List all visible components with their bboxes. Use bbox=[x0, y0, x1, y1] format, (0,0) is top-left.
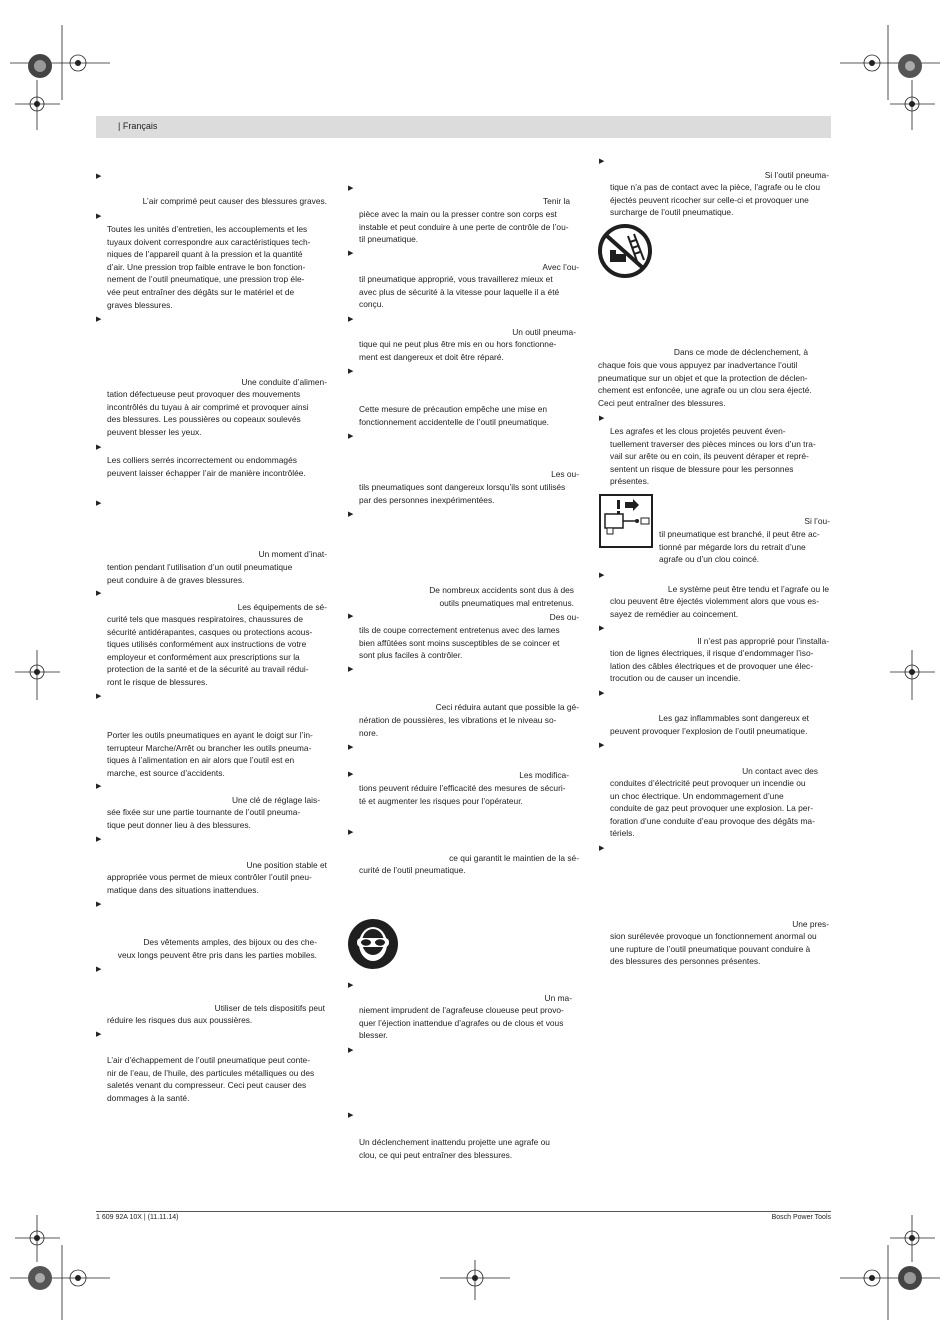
paragraph: Tenir la bbox=[543, 196, 570, 206]
header-language: | Français bbox=[118, 121, 158, 131]
bullet-icon: ▶ bbox=[96, 901, 102, 908]
paragraph: curité de l’outil pneumatique. bbox=[359, 865, 466, 875]
paragraph: Les équipements de sé- bbox=[237, 602, 327, 612]
bullet-icon: ▶ bbox=[96, 836, 102, 843]
paragraph: tique qui ne peut plus être mis en ou hors fonctionne- ment est dangereux et doit être réparé. bbox=[359, 339, 557, 362]
paragraph: Des vêtements amples, des bijoux ou des che- veux longs peuvent être pris dans les parties mobiles. bbox=[117, 937, 317, 960]
paragraph: nération de poussières, les vibrations et le niveau so- nore. bbox=[359, 715, 557, 738]
paragraph: pièce avec la main ou la presser contre son corps est instable et peut conduire à une perte de contrôle de l’ou- til pneumatique. bbox=[359, 209, 569, 245]
paragraph: ce qui garantit le maintien de la sé- bbox=[449, 853, 579, 863]
paragraph: Un outil pneuma- bbox=[512, 327, 576, 337]
bullet-icon: ▶ bbox=[348, 982, 354, 989]
paragraph: peuvent provoquer l’explosion de l’outil pneumatique. bbox=[610, 726, 808, 736]
paragraph: L’air comprimé peut causer des blessures graves. bbox=[142, 196, 327, 206]
bullet-icon: ▶ bbox=[96, 173, 102, 180]
bullet-icon: ▶ bbox=[96, 590, 102, 597]
bullet-icon: ▶ bbox=[599, 415, 605, 422]
bullet-icon: ▶ bbox=[348, 829, 354, 836]
bullet-icon: ▶ bbox=[599, 158, 605, 165]
bullet-icon: ▶ bbox=[348, 433, 354, 440]
bullet-icon: ▶ bbox=[599, 742, 605, 749]
paragraph: Une conduite d’alimen- bbox=[241, 377, 327, 387]
paragraph: Les gaz inflammables sont dangereux et bbox=[658, 713, 809, 723]
bullet-icon: ▶ bbox=[599, 690, 605, 697]
bullet-icon: ▶ bbox=[348, 185, 354, 192]
paragraph: Cette mesure de précaution empêche une mise en fonctionnement accidentelle de l’outil pneumatique. bbox=[359, 404, 549, 427]
paragraph: Un déclenchement inattendu projette une agrafe ou clou, ce qui peut entraîner des blessures. bbox=[359, 1137, 550, 1160]
bullet-icon: ▶ bbox=[348, 511, 354, 518]
bullet-icon: ▶ bbox=[348, 744, 354, 751]
bullet-icon: ▶ bbox=[96, 444, 102, 451]
no-ladder-sign-icon bbox=[598, 224, 652, 278]
paragraph: niement imprudent de l’agrafeuse cloueuse peut provo- quer l’éjection inattendue d’agrafes ou de clous et vous blesser. bbox=[359, 1005, 564, 1041]
footer-brand: Bosch Power Tools bbox=[771, 1214, 831, 1221]
paragraph: Avec l’ou- bbox=[542, 262, 579, 272]
paragraph: réduire les risques dus aux poussières. bbox=[107, 1015, 253, 1025]
paragraph: tils de coupe correctement entretenus avec des lames bien affûtées sont moins susceptibles de se coincer et sont plus faciles à contrôler. bbox=[359, 625, 560, 661]
header-bar bbox=[96, 116, 831, 138]
paragraph: Un contact avec des bbox=[742, 766, 818, 776]
footer-reference: 1 609 92A 10X | (11.11.14) bbox=[96, 1214, 179, 1221]
bullet-icon: ▶ bbox=[96, 213, 102, 220]
paragraph: tique n’a pas de contact avec la pièce, l’agrafe ou le clou éjectés peuvent ricocher sur celle-ci et provoquer une surcharge de l’outil pneumatique. bbox=[610, 182, 820, 218]
paragraph: tention pendant l’utilisation d’un outil pneumatique peut conduire à de graves blessures. bbox=[107, 562, 293, 585]
paragraph: curité tels que masques respiratoires, chaussures de sécurité antidérapantes, casques ou protections acous- tiques utilisés conformément aux instructions de votre employeur et conformément aux prescriptions sur la protection de la santé et de la sécurité au travail rédui- ront le risque de blessures. bbox=[107, 614, 313, 687]
paragraph: Les agrafes et les clous projetés peuvent éven- tuellement traverser des pièces minces ou lors d’un tra- vail sur arête ou en coin, ils peuvent déraper et repré- sentent un risque de blessure pour les personnes présentes. bbox=[610, 426, 816, 487]
paragraph: tation défectueuse peut provoquer des mouvements incontrôlés du tuyau à air comprimé et provoquer ainsi des blessures. Les poussières ou copeaux soulevés peuvent blesser les yeux. bbox=[107, 389, 309, 437]
footer-divider bbox=[96, 1211, 831, 1212]
paragraph: tion de lignes électriques, il risque d’endommager l’iso- lation des câbles électriques et de provoquer une élec- trocution ou de causer un incendie. bbox=[610, 648, 814, 684]
paragraph: Les colliers serrés incorrectement ou endommagés peuvent laisser échapper l’air de manière incontrôlée. bbox=[107, 455, 306, 478]
paragraph: Dans ce mode de déclenchement, à bbox=[673, 347, 808, 357]
bullet-icon: ▶ bbox=[348, 771, 354, 778]
bullet-icon: ▶ bbox=[348, 1112, 354, 1119]
paragraph: chaque fois que vous appuyez par inadvertance l’outil pneumatique sur un objet et que la protection de déclen- chement est enfoncée, une agrafe ou un clou sera éjecté. Ceci peut entraîner des blessures. bbox=[598, 360, 812, 408]
paragraph: Un moment d’inat- bbox=[258, 549, 327, 559]
bullet-icon: ▶ bbox=[96, 500, 102, 507]
bullet-icon: ▶ bbox=[599, 845, 605, 852]
bullet-icon: ▶ bbox=[96, 966, 102, 973]
paragraph: Une pres- bbox=[792, 919, 829, 929]
paragraph: Utiliser de tels dispositifs peut bbox=[214, 1003, 325, 1013]
bullet-icon: ▶ bbox=[348, 1047, 354, 1054]
paragraph: L’air d’échappement de l’outil pneumatique peut conte- nir de l’eau, de l’huile, des particules métalliques ou des saletés venant du compresseur. Ceci peut causer des dommages à la santé. bbox=[107, 1055, 315, 1103]
bullet-icon: ▶ bbox=[348, 613, 354, 620]
paragraph: sion surélevée provoque un fonctionnement anormal ou une rupture de l’outil pneumatique pouvant conduire à des blessures des personnes présentes. bbox=[610, 931, 817, 967]
paragraph: De nombreux accidents sont dus à des outils pneumatiques mal entretenus. bbox=[429, 585, 574, 608]
paragraph: Une position stable et bbox=[246, 860, 327, 870]
bullet-icon: ▶ bbox=[96, 783, 102, 790]
bullet-icon: ▶ bbox=[96, 693, 102, 700]
paragraph: Des ou- bbox=[549, 612, 579, 622]
safety-goggles-icon bbox=[347, 918, 399, 970]
paragraph: til pneumatique est branché, il peut être ac- tionné par mégarde lors du retrait d’une agrafe ou d’un clou coincé. bbox=[659, 529, 820, 565]
paragraph: conduites d’électricité peut provoquer un incendie ou un choc électrique. Un endommagement d’une conduite de gaz peut provoquer une explosion. La per- foration d’une conduite d’eau provoque des dégâts ma- tériels. bbox=[610, 778, 815, 839]
bullet-icon: ▶ bbox=[96, 316, 102, 323]
paragraph: Ceci réduira autant que possible la gé- bbox=[435, 702, 579, 712]
paragraph: Si l’outil pneuma- bbox=[764, 170, 829, 180]
paragraph: Toutes les unités d’entretien, les accouplements et les tuyaux doivent correspondre aux caractéristiques tech- niques de l’appareil quant à la pression et la quantité d’air. Une pression trop faible entrave le bon fonction- nement de l’outil pneumatique, une pression trop éle- vée peut entraîner des dégâts sur le matériel et de graves blessures. bbox=[107, 224, 311, 310]
paragraph: Le système peut être tendu et l’agrafe ou le bbox=[667, 584, 829, 594]
paragraph: sée fixée sur une partie tournante de l’outil pneuma- tique peut donner lieu à des blessures. bbox=[107, 807, 301, 830]
paragraph: appropriée vous permet de mieux contrôler l’outil pneu- matique dans des situations inattendues. bbox=[107, 872, 312, 895]
paragraph: Les ou- bbox=[551, 469, 579, 479]
bullet-icon: ▶ bbox=[599, 572, 605, 579]
bullet-icon: ▶ bbox=[599, 625, 605, 632]
paragraph: clou peuvent être éjectés violemment alors que vous es- sayez de remédier au coincement. bbox=[610, 596, 820, 619]
paragraph: Les modifica- bbox=[519, 770, 569, 780]
paragraph: til pneumatique approprié, vous travaillerez mieux et avec plus de sécurité à la vitesse pour laquelle il a été conçu. bbox=[359, 274, 560, 310]
paragraph: tions peuvent réduire l’efficacité des mesures de sécuri- té et augmenter les risques pour l’opérateur. bbox=[359, 783, 566, 806]
paragraph: Si l’ou- bbox=[804, 516, 830, 526]
bullet-icon: ▶ bbox=[348, 368, 354, 375]
paragraph: Porter les outils pneumatiques en ayant le doigt sur l’in- terrupteur Marche/Arrêt ou brancher les outils pneuma- tiques à l’alimentation en air alors que l’outil est en marche, est source d’accidents. bbox=[107, 730, 313, 778]
paragraph: Une clé de réglage lais- bbox=[232, 795, 320, 805]
bullet-icon: ▶ bbox=[348, 666, 354, 673]
bullet-icon: ▶ bbox=[96, 1031, 102, 1038]
bullet-icon: ▶ bbox=[348, 250, 354, 257]
paragraph: Un ma- bbox=[544, 993, 572, 1003]
bullet-icon: ▶ bbox=[348, 316, 354, 323]
paragraph: tils pneumatiques sont dangereux lorsqu’ils sont utilisés par des personnes inexpérimentées. bbox=[359, 482, 566, 505]
paragraph: Il n’est pas approprié pour l’installa- bbox=[697, 636, 829, 646]
